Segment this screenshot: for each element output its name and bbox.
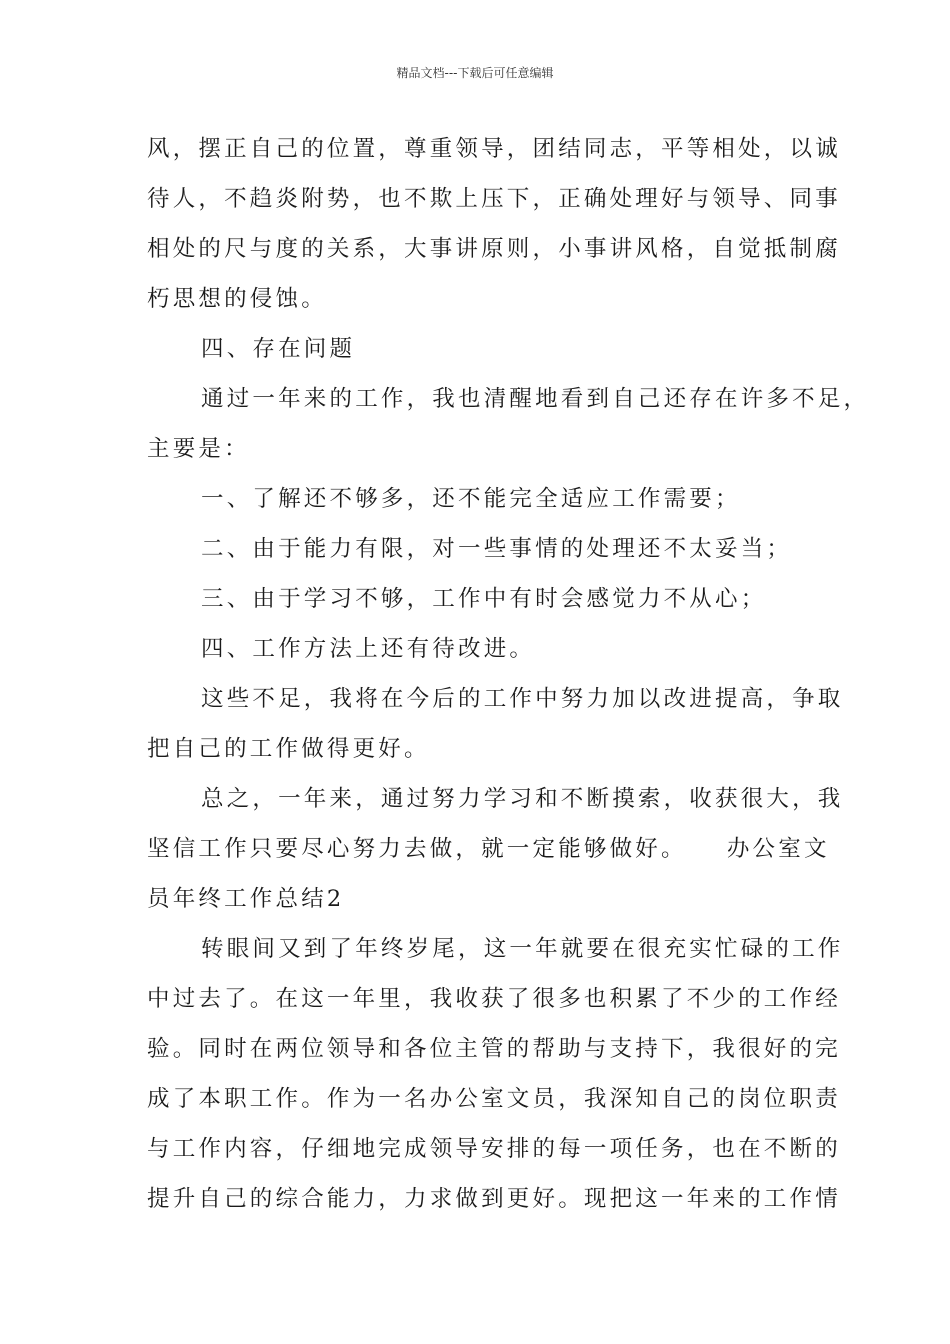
text-line: 验。同时在两位领导和各位主管的帮助与支持下，我很好的完 (147, 1036, 841, 1062)
text-line: 转眼间又到了年终岁尾，这一年就要在很充实忙碌的工作 (201, 936, 844, 962)
text-line: 成了本职工作。作为一名办公室文员，我深知自己的岗位职责 (147, 1086, 841, 1112)
text-line: 把自己的工作做得更好。 (147, 736, 430, 762)
text-line: 相处的尺与度的关系，大事讲原则，小事讲风格，自觉抵制腐 (147, 236, 841, 262)
text-line: 待人，不趋炎附势，也不欺上压下，正确处理好与领导、同事 (147, 186, 841, 212)
text-line: 朽思想的侵蚀。 (147, 286, 327, 312)
list-item: 一、了解还不够多，还不能完全适应工作需要； (201, 486, 741, 512)
text-line: 主要是： (147, 436, 250, 462)
text-line: 总之，一年来，通过努力学习和不断摸索，收获很大，我 (201, 786, 844, 812)
text-line: 与工作内容，仔细地完成领导安排的每一项任务，也在不断的 (147, 1136, 841, 1162)
text-line: 提升自己的综合能力，力求做到更好。现把这一年来的工作情 (147, 1186, 841, 1212)
text-line: 坚信工作只要尽心努力去做，就一定能够做好。 办公室文 (147, 836, 830, 862)
text-line: 风，摆正自己的位置，尊重领导，团结同志，平等相处，以诚 (147, 136, 841, 162)
text-line: 这些不足，我将在今后的工作中努力加以改进提高，争取 (201, 686, 844, 712)
section-heading: 四、存在问题 (201, 336, 356, 362)
text-line: 中过去了。在这一年里，我收获了很多也积累了不少的工作经 (147, 986, 841, 1012)
text-line: 员年终工作总结2 (147, 886, 345, 912)
text-line: 通过一年来的工作，我也清醒地看到自己还存在许多不足， (201, 386, 870, 412)
page-header: 精品文档---下载后可任意编辑 (396, 66, 554, 80)
list-item: 三、由于学习不够，工作中有时会感觉力不从心； (201, 586, 767, 612)
list-item: 四、工作方法上还有待改进。 (201, 636, 536, 662)
list-item: 二、由于能力有限，对一些事情的处理还不太妥当； (201, 536, 793, 562)
